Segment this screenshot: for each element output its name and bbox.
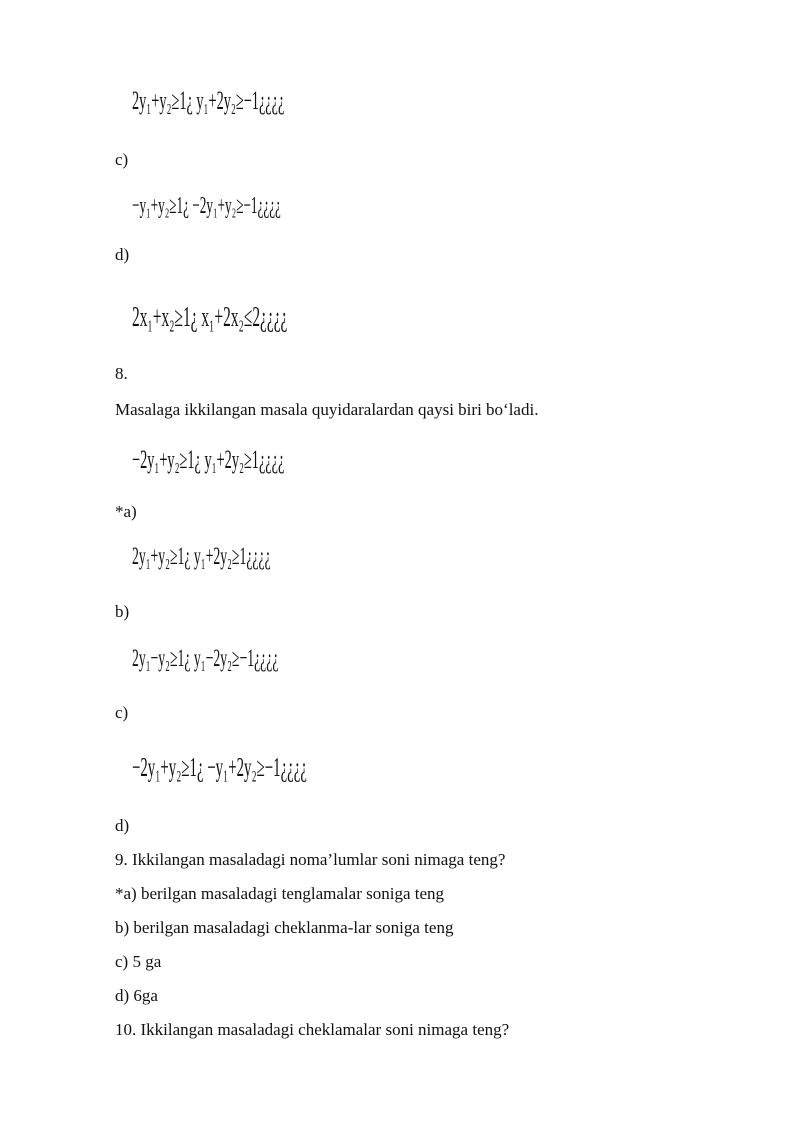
formula-a: −2y₁+y₂≥1¿ y₁+2y₂≥1¿¿¿¿ — [132, 445, 285, 474]
option-label: c) — [115, 150, 129, 169]
formula-b: 2y₁+y₂≥1¿ y₁+2y₂≥1¿¿¿¿ — [132, 543, 271, 570]
formula-d-2: −2y₁+y₂≥1¿ −y₁+2y₂≥−1¿¿¿¿ — [132, 752, 307, 782]
question-10-text: 10. Ikkilangan masaladagi cheklamalar soni nimaga teng? — [115, 1020, 510, 1039]
answer-b: b) berilgan masaladagi cheklanma-lar soniga teng — [115, 918, 454, 937]
option-label: *a) — [115, 502, 137, 521]
question-number: 8. — [115, 364, 128, 383]
formula-d-1: −y₁+y₂≥1¿ −2y₁+y₂≥−1¿¿¿¿ — [132, 193, 281, 219]
option-label: d) — [115, 245, 130, 264]
option-label: d) — [115, 816, 130, 835]
answer-d: d) 6ga — [115, 986, 158, 1005]
formula-question-8: 2x₁+x₂≥1¿ x₁+2x₂≤2¿¿¿¿ — [132, 302, 288, 333]
formula-c-1: 2y₁+y₂≥1¿ y₁+2y₂≥−1¿¿¿¿ — [132, 86, 285, 115]
formula-c-2: 2y₁−y₂≥1¿ y₁−2y₂≥−1¿¿¿¿ — [132, 645, 279, 672]
option-label: b) — [115, 602, 130, 621]
option-label: c) — [115, 703, 129, 722]
answer-a: *a) berilgan masaladagi tenglamalar soniga teng — [115, 884, 445, 903]
answer-c: c) 5 ga — [115, 952, 162, 971]
question-9-text: 9. Ikkilangan masaladagi noma’lumlar soni nimaga teng? — [115, 850, 506, 869]
question-text: Masalaga ikkilangan masala quyidaralardan qaysi biri bo‘ladi. — [115, 400, 539, 419]
